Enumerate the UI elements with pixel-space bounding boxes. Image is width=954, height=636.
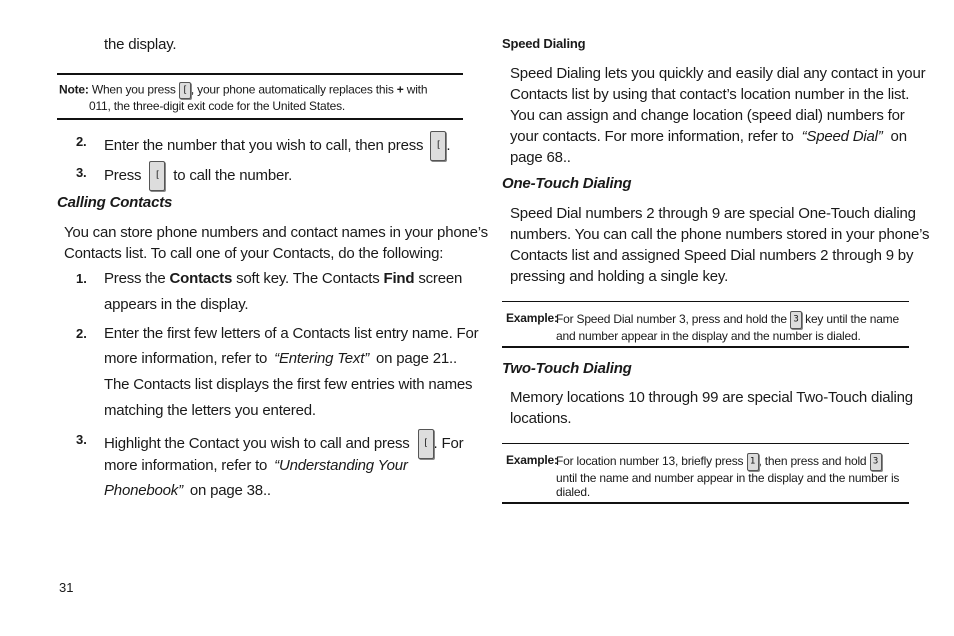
one-touch-line-1: Speed Dial numbers 2 through 9 are special One-Touch dialing	[510, 205, 916, 222]
text: more information, refer to	[104, 350, 268, 367]
step-3-label-end: to call the number.	[173, 166, 293, 184]
example-2-bottom-rule	[502, 502, 909, 504]
step-number: 3.	[76, 432, 87, 447]
step-2-call	[76, 131, 86, 152]
one-touch-line-3: Contacts list and assigned Speed Dial numbers 2 through 9 by	[510, 247, 914, 264]
note-label: Note:	[59, 82, 89, 97]
note-bottom-rule	[57, 118, 463, 120]
example-1-line-2: and number appear in the display and the number is dialed.	[556, 329, 861, 343]
two-touch-line-2: locations.	[510, 410, 572, 427]
step-1-line-1	[104, 268, 462, 289]
example-2-text	[556, 453, 910, 499]
calling-contacts-para-1: You can store phone numbers and contact names in your phone’s	[64, 224, 488, 241]
cross-reference-link[interactable]: “Speed Dial”	[801, 128, 883, 145]
step-3-label: Press	[104, 166, 142, 184]
note-line-2: 011, the three-digit exit code for the United States.	[89, 99, 346, 113]
example-1-label: Example:	[506, 311, 558, 325]
speed-dialing-line-1: Speed Dialing lets you quickly and easily dial any contact in your	[510, 65, 926, 82]
step-2-line-1: Enter the first few letters of a Contacts list entry name. For	[104, 325, 479, 342]
speed-dialing-line-2: Contacts list by using that contact’s location number in the list.	[510, 86, 910, 103]
intro-text: the display.	[104, 36, 177, 53]
key-3-icon: 3	[790, 311, 802, 329]
text: Highlight the Contact you wish to call and press	[104, 434, 410, 452]
speed-dialing-line-5: page 68..	[510, 149, 571, 166]
find-label: Find	[383, 270, 415, 287]
step-3-text	[104, 161, 292, 191]
text: key until the name	[805, 312, 899, 327]
note-text-1a: When you press	[91, 82, 176, 97]
key-3-icon: 3	[870, 453, 882, 471]
example-2-top-rule	[502, 443, 909, 444]
send-key-icon: [	[430, 131, 446, 161]
note-top-rule	[57, 73, 463, 75]
speed-dialing-line-3: You can assign and change location (speed dial) numbers for	[510, 107, 905, 124]
text: For Speed Dial number 3, press and hold the	[556, 312, 787, 327]
example-2-line-2: until the name and number appear in the display and the number is	[556, 471, 900, 485]
text: on page 21..	[375, 350, 457, 367]
text: , then press and hold	[758, 454, 867, 469]
two-touch-line-1: Memory locations 10 through 99 are special Two-Touch dialing	[510, 389, 913, 406]
step-2-line-2	[104, 348, 457, 369]
text: your contacts. For more information, refer to	[510, 128, 794, 145]
note-box	[59, 82, 463, 113]
text: more information, refer to	[104, 457, 268, 474]
step-number: 3.	[76, 165, 87, 180]
text: soft key. The Contacts	[236, 270, 380, 287]
example-1-bottom-rule	[502, 346, 909, 348]
one-touch-line-4: pressing and holding a single key.	[510, 268, 729, 285]
text: on page 38..	[189, 482, 271, 499]
text: For location number 13, briefly press	[556, 454, 744, 469]
note-text-1b: , your phone automatically replaces this	[190, 82, 394, 97]
step-3-line-2	[104, 455, 408, 476]
step-3-line-3	[104, 480, 271, 501]
send-key-icon: [	[179, 82, 191, 99]
speed-dialing-line-4	[510, 126, 907, 147]
cross-reference-link[interactable]: Phonebook”	[104, 482, 183, 499]
text: Press the	[104, 270, 166, 287]
example-1-text	[556, 311, 910, 343]
text: on	[890, 128, 907, 145]
section-heading-one-touch-dialing: One-Touch Dialing	[502, 175, 632, 192]
page-number: 31	[59, 580, 74, 595]
text: screen	[418, 270, 463, 287]
section-heading-calling-contacts: Calling Contacts	[57, 194, 173, 211]
step-number: 2.	[76, 134, 87, 149]
cross-reference-link[interactable]: “Entering Text”	[274, 350, 369, 367]
section-heading-two-touch-dialing: Two-Touch Dialing	[502, 360, 632, 377]
step-3-num	[76, 162, 86, 183]
section-heading-speed-dialing: Speed Dialing	[502, 36, 586, 51]
cross-reference-link[interactable]: “Understanding Your	[274, 457, 408, 474]
step-1-line-2: appears in the display.	[104, 296, 249, 313]
send-key-icon: [	[418, 429, 434, 459]
step-2-text	[104, 131, 450, 161]
step-number: 1.	[76, 271, 87, 286]
step-2-label: Enter the number that you wish to call, then press	[104, 136, 424, 154]
calling-contacts-para-2: Contacts list. To call one of your Contacts, do the following:	[64, 245, 444, 262]
step-number: 2.	[76, 326, 87, 341]
send-key-icon: [	[149, 161, 165, 191]
step-2-line-4: matching the letters you entered.	[104, 402, 316, 419]
contacts-softkey-label: Contacts	[169, 270, 233, 287]
note-text-1c: with	[406, 82, 428, 97]
plus-symbol: +	[396, 82, 404, 97]
key-1-icon: 1	[747, 453, 759, 471]
example-1-top-rule	[502, 301, 909, 302]
example-2-label: Example:	[506, 453, 558, 467]
example-2-line-3: dialed.	[556, 485, 590, 499]
step-2-period: .	[446, 136, 451, 154]
text: . For	[433, 434, 464, 452]
one-touch-line-2: numbers. You can call the phone numbers stored in your phone’s	[510, 226, 930, 243]
step-2-line-3: The Contacts list displays the first few entries with names	[104, 376, 473, 393]
